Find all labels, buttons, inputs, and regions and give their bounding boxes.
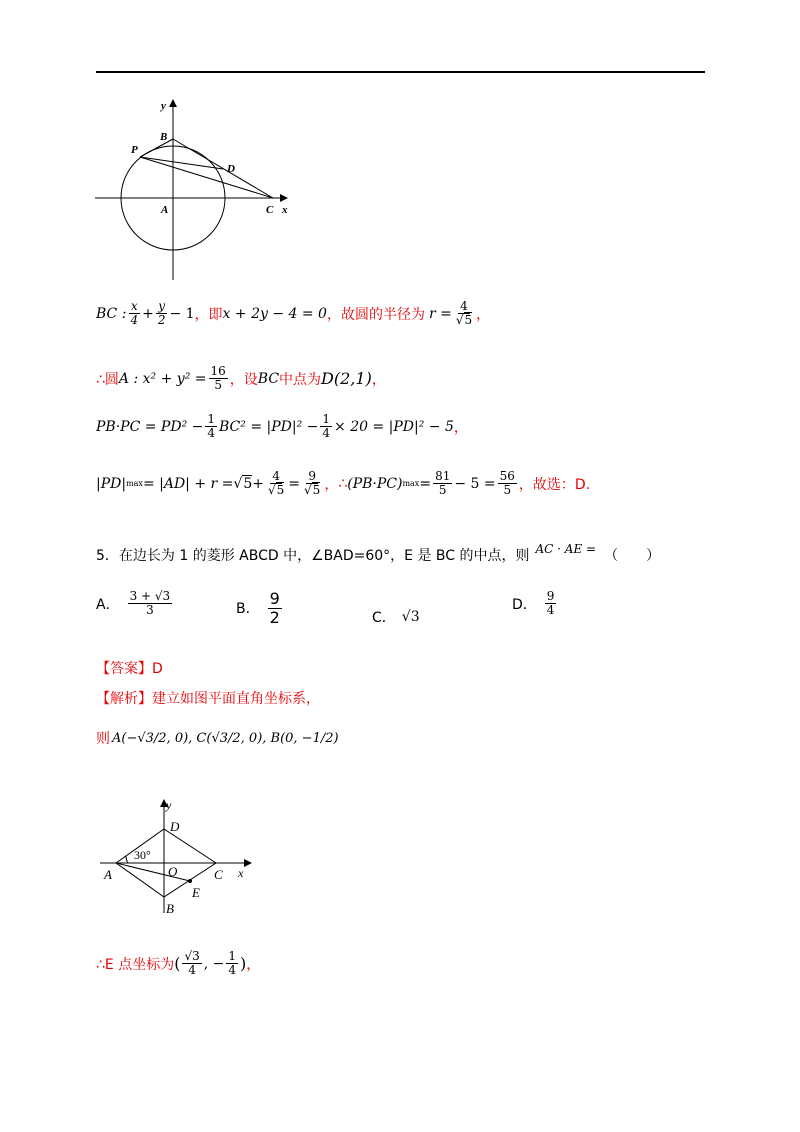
frac-1-4-b: $\frac{1}{4}$ bbox=[322, 412, 331, 441]
plus: + bbox=[252, 475, 264, 492]
dot-mid2: × 20 = |PD|² − 5 bbox=[334, 418, 454, 435]
sub-max-2: max bbox=[402, 479, 420, 489]
option-b-frac: $\frac{9}{2}$ bbox=[269, 589, 280, 627]
pb-pc: (PB·PC) bbox=[347, 475, 403, 492]
frac-4-s5: $\frac{4}{√5}$ bbox=[267, 469, 285, 498]
answer-line bbox=[96, 658, 163, 678]
bc-prefix: BC : bbox=[96, 305, 127, 322]
figure-rhombus-diagram bbox=[98, 793, 258, 918]
therefore-circle: ∴圆 bbox=[96, 371, 119, 388]
figure-circle-diagram bbox=[90, 95, 300, 285]
answer-label: 【答案】D bbox=[96, 661, 163, 677]
label-x: x bbox=[282, 204, 288, 216]
max-eq: = |AD| + r = bbox=[142, 475, 234, 492]
circle-eq: A : x² + y² = bbox=[118, 370, 207, 387]
option-d[interactable] bbox=[512, 590, 558, 617]
q5-expr: AC · AE = bbox=[535, 542, 597, 556]
minus-one: − 1 bbox=[169, 305, 195, 322]
label-d2: D bbox=[170, 819, 180, 834]
option-c-value: √3 bbox=[401, 609, 420, 625]
minus5: − 5 = bbox=[454, 475, 496, 492]
frac-y-2: $\frac{y}{2}$ bbox=[157, 299, 166, 328]
sub-max: max bbox=[126, 479, 143, 489]
bc-label: BC bbox=[257, 370, 280, 387]
question-5-stem bbox=[96, 542, 661, 565]
therefore: ∴ bbox=[338, 475, 348, 492]
sqrt5: 5 bbox=[243, 475, 253, 492]
frac-81-5: $\frac{81}{5}$ bbox=[435, 469, 451, 498]
comma: ， bbox=[371, 371, 386, 388]
option-b[interactable] bbox=[236, 590, 284, 626]
option-a-label: A． bbox=[96, 596, 120, 613]
paren-close: ) bbox=[240, 954, 247, 974]
line-bc-equation bbox=[96, 300, 490, 327]
frac-16-5: $\frac{16}{5}$ bbox=[210, 364, 226, 393]
comma: ， bbox=[453, 419, 468, 436]
analysis-coords bbox=[96, 728, 339, 748]
frac-x-4: $\frac{x}{4}$ bbox=[130, 299, 139, 328]
text-radius: ，故圆的半径为 bbox=[326, 306, 425, 323]
eq3: = bbox=[419, 475, 432, 492]
line-dot-product bbox=[96, 413, 468, 440]
paren-open: ( bbox=[174, 954, 181, 974]
frac-r: $\frac{4}{√5}$ bbox=[455, 299, 473, 328]
q5-stem-text: 5．在边长为 1 的菱形 ABCD 中，∠BAD=60°，E 是 BC 的中点，则 bbox=[96, 548, 530, 564]
choose-d: ，故选：D. bbox=[518, 476, 591, 493]
plus-sign: + bbox=[142, 305, 154, 322]
option-a[interactable] bbox=[96, 590, 174, 617]
option-b-label: B． bbox=[236, 601, 260, 618]
header-rule bbox=[96, 71, 705, 73]
label-o: O bbox=[168, 864, 178, 879]
label-p: P bbox=[131, 144, 138, 156]
label-a: A bbox=[161, 204, 169, 216]
option-a-frac: $\frac{3 + √3}{3}$ bbox=[129, 589, 171, 618]
label-y: y bbox=[161, 100, 166, 112]
dot-mid: BC² = |PD|² − bbox=[219, 418, 319, 435]
option-d-frac: $\frac{9}{4}$ bbox=[546, 589, 555, 618]
label-a2: A bbox=[104, 867, 112, 882]
frac-1-4-e: $\frac{1}{4}$ bbox=[228, 949, 237, 978]
line-circle-equation bbox=[96, 365, 386, 392]
text-midpoint: 中点为 bbox=[279, 371, 322, 388]
q5-paren: （ ） bbox=[604, 548, 661, 564]
text-set: ，设 bbox=[229, 371, 258, 388]
sep: , − bbox=[203, 955, 225, 972]
comma: ， bbox=[476, 306, 491, 323]
label-c2: C bbox=[214, 867, 223, 882]
comma: ， bbox=[324, 476, 339, 493]
analysis-line bbox=[96, 688, 320, 708]
r-eq: r = bbox=[428, 305, 452, 322]
label-x2: x bbox=[238, 866, 244, 880]
label-angle: 30° bbox=[134, 848, 151, 862]
frac-56-5: $\frac{56}{5}$ bbox=[499, 469, 515, 498]
analysis-label: 【解析】建立如图平面直角坐标系， bbox=[96, 691, 320, 707]
label-b2: B bbox=[166, 901, 174, 916]
frac-9-s5: $\frac{9}{√5}$ bbox=[304, 469, 321, 498]
option-c[interactable] bbox=[372, 607, 420, 627]
eq2: = bbox=[288, 475, 301, 492]
label-y2: y bbox=[166, 798, 172, 812]
comma: ， bbox=[246, 956, 261, 973]
point-d: D(2,1) bbox=[321, 369, 372, 389]
frac-s3-4: $\frac{√3}{4}$ bbox=[184, 949, 200, 978]
option-c-label: C． bbox=[372, 610, 396, 626]
coords-text: A(−√3/2, 0), C(√3/2, 0), B(0, −1/2) bbox=[112, 730, 339, 746]
option-d-label: D． bbox=[512, 596, 537, 613]
text-ji: ，即 bbox=[194, 306, 223, 323]
dot-left: PB·PC = PD² − bbox=[96, 418, 204, 435]
label-c: C bbox=[266, 204, 274, 216]
label-d: D bbox=[227, 163, 235, 175]
analysis-then: 则 bbox=[96, 731, 110, 747]
line-max: |PD| max = |AD| + r = √5 + $\frac{4}{√5}$ = $\frac{9}{√5}$ ， ∴ (PB·PC) max = $\frac{81}{5}$ − 5 = $\frac{56}{5}$ ，故选：D. bbox=[96, 469, 591, 498]
pd-abs: |PD| bbox=[96, 475, 127, 492]
frac-1-4: $\frac{1}{4}$ bbox=[207, 412, 215, 441]
line-e-coordinate bbox=[96, 950, 260, 977]
label-b: B bbox=[160, 131, 168, 143]
e-text: ∴E 点坐标为 bbox=[96, 956, 175, 973]
line-eq: x + 2y − 4 = 0 bbox=[222, 305, 327, 322]
label-e: E bbox=[192, 885, 200, 900]
